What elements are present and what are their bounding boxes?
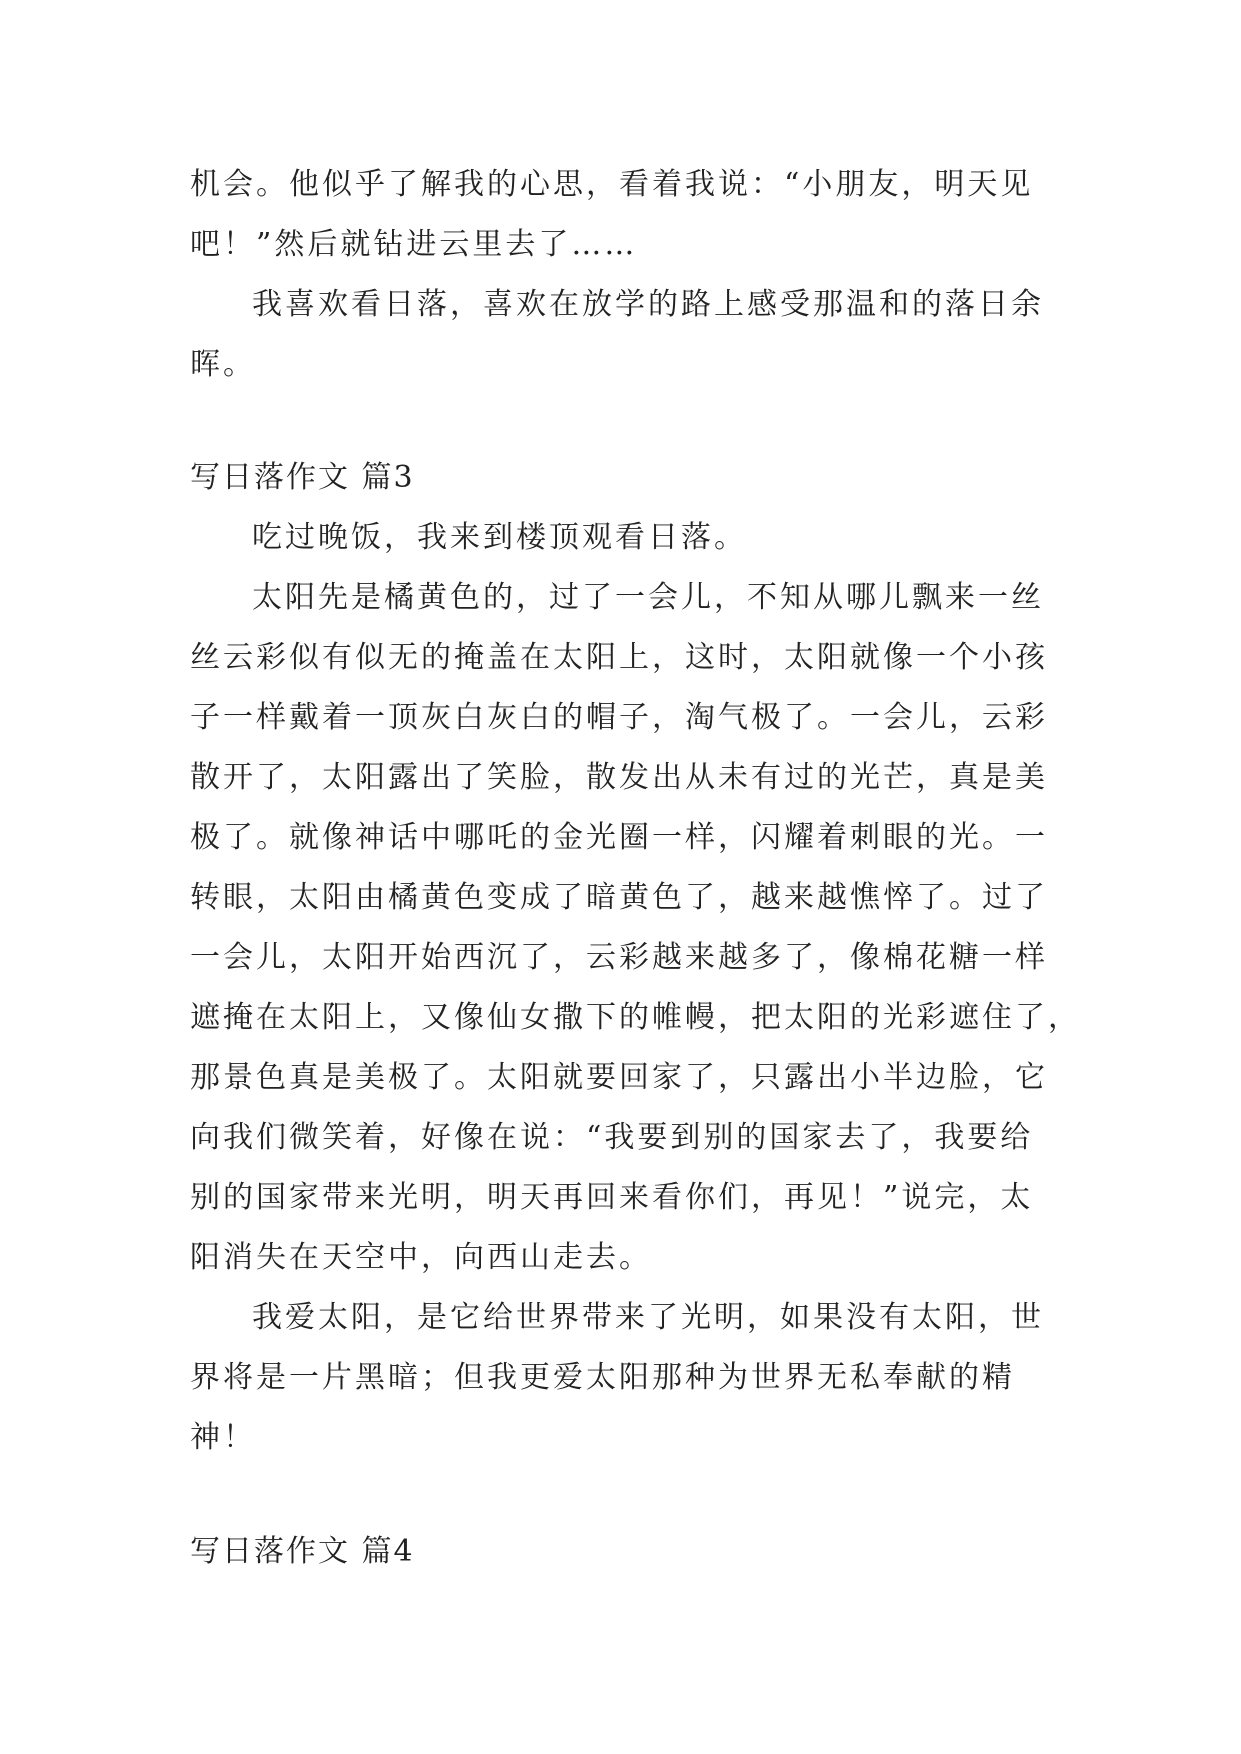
paragraph-line: 极了。就像神话中哪吒的金光圈一样，闪耀着刺眼的光。一 (190, 820, 1048, 855)
paragraph-line: 晖。 (190, 347, 256, 382)
paragraph-line: 向我们微笑着，好像在说：“我要到别的国家去了，我要给 (190, 1120, 1034, 1155)
paragraph-line: 我爱太阳，是它给世界带来了光明，如果没有太阳，世 (252, 1300, 1044, 1335)
paragraph-line: 我喜欢看日落，喜欢在放学的路上感受那温和的落日余 (252, 287, 1044, 322)
paragraph-line: 阳消失在天空中，向西山走去。 (190, 1240, 652, 1275)
paragraph-line: 太阳先是橘黄色的，过了一会儿，不知从哪儿飘来一丝 (252, 580, 1044, 615)
paragraph-line: 那景色真是美极了。太阳就要回家了，只露出小半边脸，它 (190, 1060, 1048, 1095)
paragraph-line: 转眼，太阳由橘黄色变成了暗黄色了，越来越憔悴了。过了 (190, 880, 1048, 915)
paragraph-line: 子一样戴着一顶灰白灰白的帽子，淘气极了。一会儿，云彩 (190, 700, 1048, 735)
section-heading: 写日落作文 篇4 (190, 1534, 415, 1569)
paragraph-line: 散开了，太阳露出了笑脸，散发出从未有过的光芒，真是美 (190, 760, 1048, 795)
paragraph-line: 神！ (190, 1420, 256, 1455)
paragraph-line: 别的国家带来光明，明天再回来看你们，再见！”说完，太 (190, 1180, 1034, 1215)
paragraph-line: 一会儿，太阳开始西沉了，云彩越来越多了，像棉花糖一样 (190, 940, 1048, 975)
section-heading: 写日落作文 篇3 (190, 460, 415, 495)
paragraph-line: 吧！”然后就钻进云里去了…… (190, 227, 638, 262)
paragraph-line: 遮掩在太阳上，又像仙女撒下的帷幔，把太阳的光彩遮住了， (190, 1000, 1081, 1035)
paragraph-line: 界将是一片黑暗；但我更爱太阳那种为世界无私奉献的精 (190, 1360, 1015, 1395)
paragraph-line: 吃过晚饭，我来到楼顶观看日落。 (252, 520, 747, 555)
paragraph-line: 丝云彩似有似无的掩盖在太阳上，这时，太阳就像一个小孩 (190, 640, 1048, 675)
paragraph-line: 机会。他似乎了解我的心思，看着我说：“小朋友，明天见 (190, 167, 1034, 202)
